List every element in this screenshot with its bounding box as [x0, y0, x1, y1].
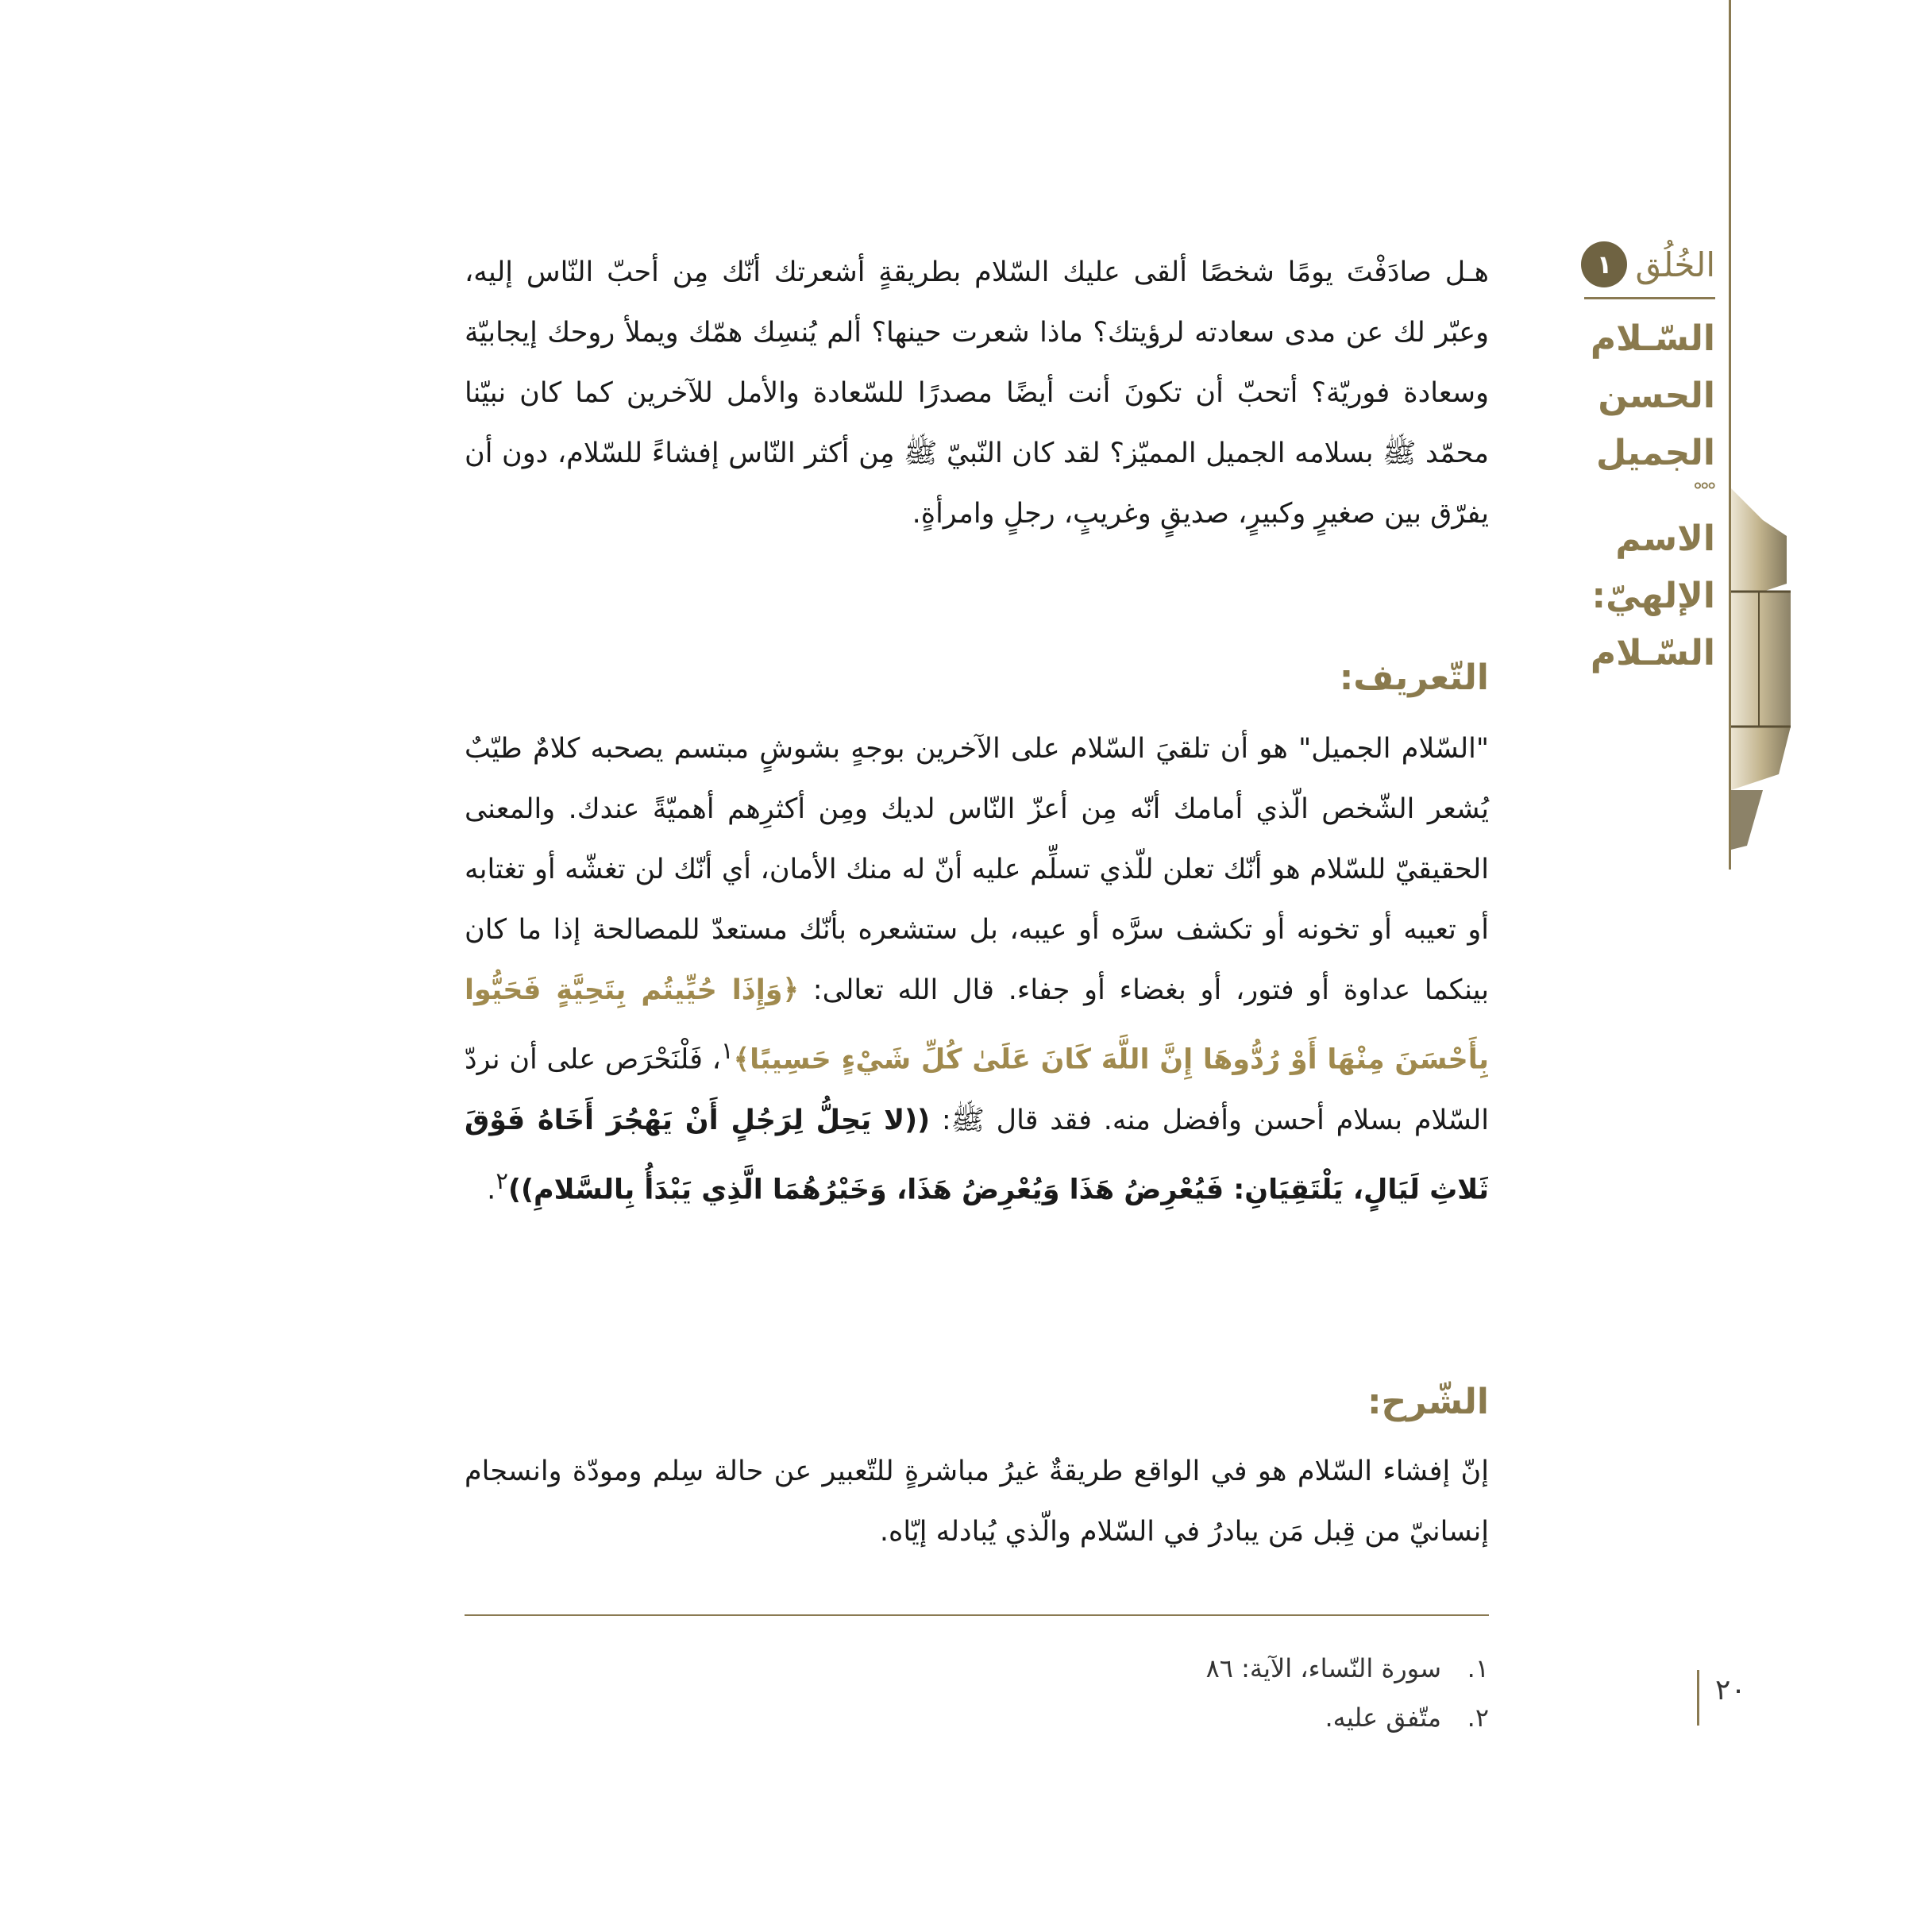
footnote-item	[465, 1644, 1489, 1693]
footnote-text: متّفق عليه.	[1325, 1703, 1441, 1733]
chapter-number-badge: ١	[1581, 241, 1627, 287]
footnote-ref: ١	[720, 1037, 734, 1064]
sidebar-title-line: الحسن	[1598, 376, 1715, 416]
definition-paragraph: "السّلام الجميل" هو أن تلقيَ السّلام على الآخرين بوجهٍ بشوشٍ مبتسم يصحبه كلامٌ طيّبٌ يُشعر الشّخص الّذي أمامك أنّه مِن أعزّ النّاس لديك ومِن أكثرِهم أهميّةً عندك. والمعنى الحقيقيّ للسّلام هو أنّك تعلن للّذي تسلِّم عليه أنّ له منك الأمان، أي أنّك لن تغشّه أو تغتابه أو تعيبه أو تخونه أو تكشف سرَّه أو عيبه، بل ستشعره بأنّك مستعدّ للمصالحة إذا ما كان بينكما عداوة أو فتور، أو بغضاء أو جفاء. قال الله تعالى: ﴿وَإِذَا حُيِّيتُم بِتَحِيَّةٍ فَحَيُّوا بِأَحْسَنَ مِنْهَا أَوْ رُدُّوهَا إِنَّ اللَّهَ كَانَ عَلَىٰ كُلِّ شَيْءٍ حَسِيبًا﴾$^١$، فَلْنَحْرَص على أن نردّ السّلام بسلام أحسن وأفضل منه. فقد قال ﷺ: ((لا يَحِلُّ لِرَجُلٍ أَنْ يَهْجُرَ أَخَاهُ فَوْقَ ثَلاثِ لَيَالٍ، يَلْتَقِيَانِ: فَيُعْرِضُ هَذَا وَيُعْرِضُ هَذَا، وَخَيْرُهُمَا الَّذِي يَبْدَأُ بِالسَّلامِ))$^٢$.	[465, 733, 1489, 1206]
intro-paragraph: هـل صادَفْتَ يومًا شخصًا ألقى عليك السّلام بطريقةٍ أشعرتك أنّك مِن أحبّ النّاس إليه، وعبّر لك عن مدى سعادته لرؤيتك؟ ماذا شعرت حينها؟ ألم يُنسِك همّك ويملأ روحك إيجابيّة وسعادة فوريّة؟ أتحبّ أن تكونَ أنت أيضًا مصدرًا للسّعادة والأمل للآخرين كما كان نبيّنا محمّد ﷺ بسلامه الجميل المميّز؟ لقد كان النّبيّ ﷺ مِن أكثر النّاس إفشاءً للسّلام، دون أن يفرّق بين صغيرٍ وكبيرٍ، صديقٍ وغريبٍ، رجلٍ وامرأةٍ.	[465, 256, 1489, 530]
sidebar-title-line: الجميل	[1595, 433, 1715, 473]
explanation-paragraph: إنّ إفشاء السّلام هو في الواقع طريقةٌ غيرُ مباشرةٍ للتّعبير عن حالة سِلم ومودّة وانسجام إنسانيّ من قِبل مَن يبادرُ في السّلام والّذي يُبادله إيّاه.	[465, 1456, 1489, 1548]
chapter-label: الخُلُق	[1635, 245, 1715, 284]
footnote-item	[465, 1693, 1489, 1742]
footnote-divider	[465, 1614, 1489, 1616]
quran-verse: ﴿وَإِذَا حُيِّيتُم بِتَحِيَّةٍ فَحَيُّوا بِأَحْسَنَ مِنْهَا أَوْ رُدُّوهَا إِنَّ اللَّهَ كَانَ عَلَىٰ كُلِّ شَيْءٍ حَسِيبًا﴾	[465, 974, 1489, 1076]
chapter-header	[1556, 237, 1715, 292]
sidebar-name-line: الاسم	[1615, 519, 1715, 559]
definition-text: "السّلام الجميل" هو أن تلقيَ السّلام على الآخرين بوجهٍ بشوشٍ مبتسم يصحبه كلامٌ طيّبٌ يُشعر الشّخص الّذي أمامك أنّه مِن أعزّ النّاس لديك ومِن أكثرِهم أهميّةً عندك. والمعنى الحقيقيّ للسّلام هو أنّك تعلن للّذي تسلِّم عليه أنّ له منك الأمان، أي أنّك لن تغشّه أو تغتابه أو تعيبه أو تخونه أو تكشف سرَّه أو عيبه، بل ستشعره بأنّك مستعدّ للمصالحة إذا ما كان بينكما عداوة أو فتور، أو بغضاء أو جفاء. قال الله تعالى:	[465, 733, 1489, 1006]
sidebar-name-line: الإلهيّ:	[1591, 576, 1715, 616]
footnote-text: سورة النّساء، الآية: ٨٦	[1205, 1653, 1441, 1683]
sidebar-name-line: السّـلام	[1590, 633, 1715, 673]
page-number-rule	[1697, 1670, 1699, 1726]
sidebar-dots: ﹾﹾﹾ	[1694, 482, 1715, 510]
chapter-sidebar	[1556, 237, 1715, 682]
page-number: ٢٠	[1715, 1674, 1746, 1706]
definition-text-continued: ، فَلْنَحْرَص على أن نردّ السّلام بسلام أحسن وأفضل منه. فقد قال ﷺ:	[465, 1043, 1489, 1136]
definition-heading: التّعريف:	[1339, 657, 1489, 698]
footnotes	[465, 1644, 1489, 1742]
sidebar-title-line: السّـلام	[1590, 318, 1715, 359]
lantern-icon	[1731, 472, 1818, 854]
footnote-number: ١.	[1467, 1653, 1489, 1683]
footnote-ref: ٢	[496, 1167, 508, 1194]
footnote-number: ٢.	[1467, 1703, 1489, 1733]
sidebar-rule	[1584, 297, 1715, 299]
explanation-heading: الشّرح:	[1367, 1382, 1489, 1422]
hadith-quote: ((لا يَحِلُّ لِرَجُلٍ أَنْ يَهْجُرَ أَخَاهُ فَوْقَ ثَلاثِ لَيَالٍ، يَلْتَقِيَانِ: فَيُعْرِضُ هَذَا وَيُعْرِضُ هَذَا، وَخَيْرُهُمَا الَّذِي يَبْدَأُ بِالسَّلامِ))	[465, 1104, 1489, 1206]
